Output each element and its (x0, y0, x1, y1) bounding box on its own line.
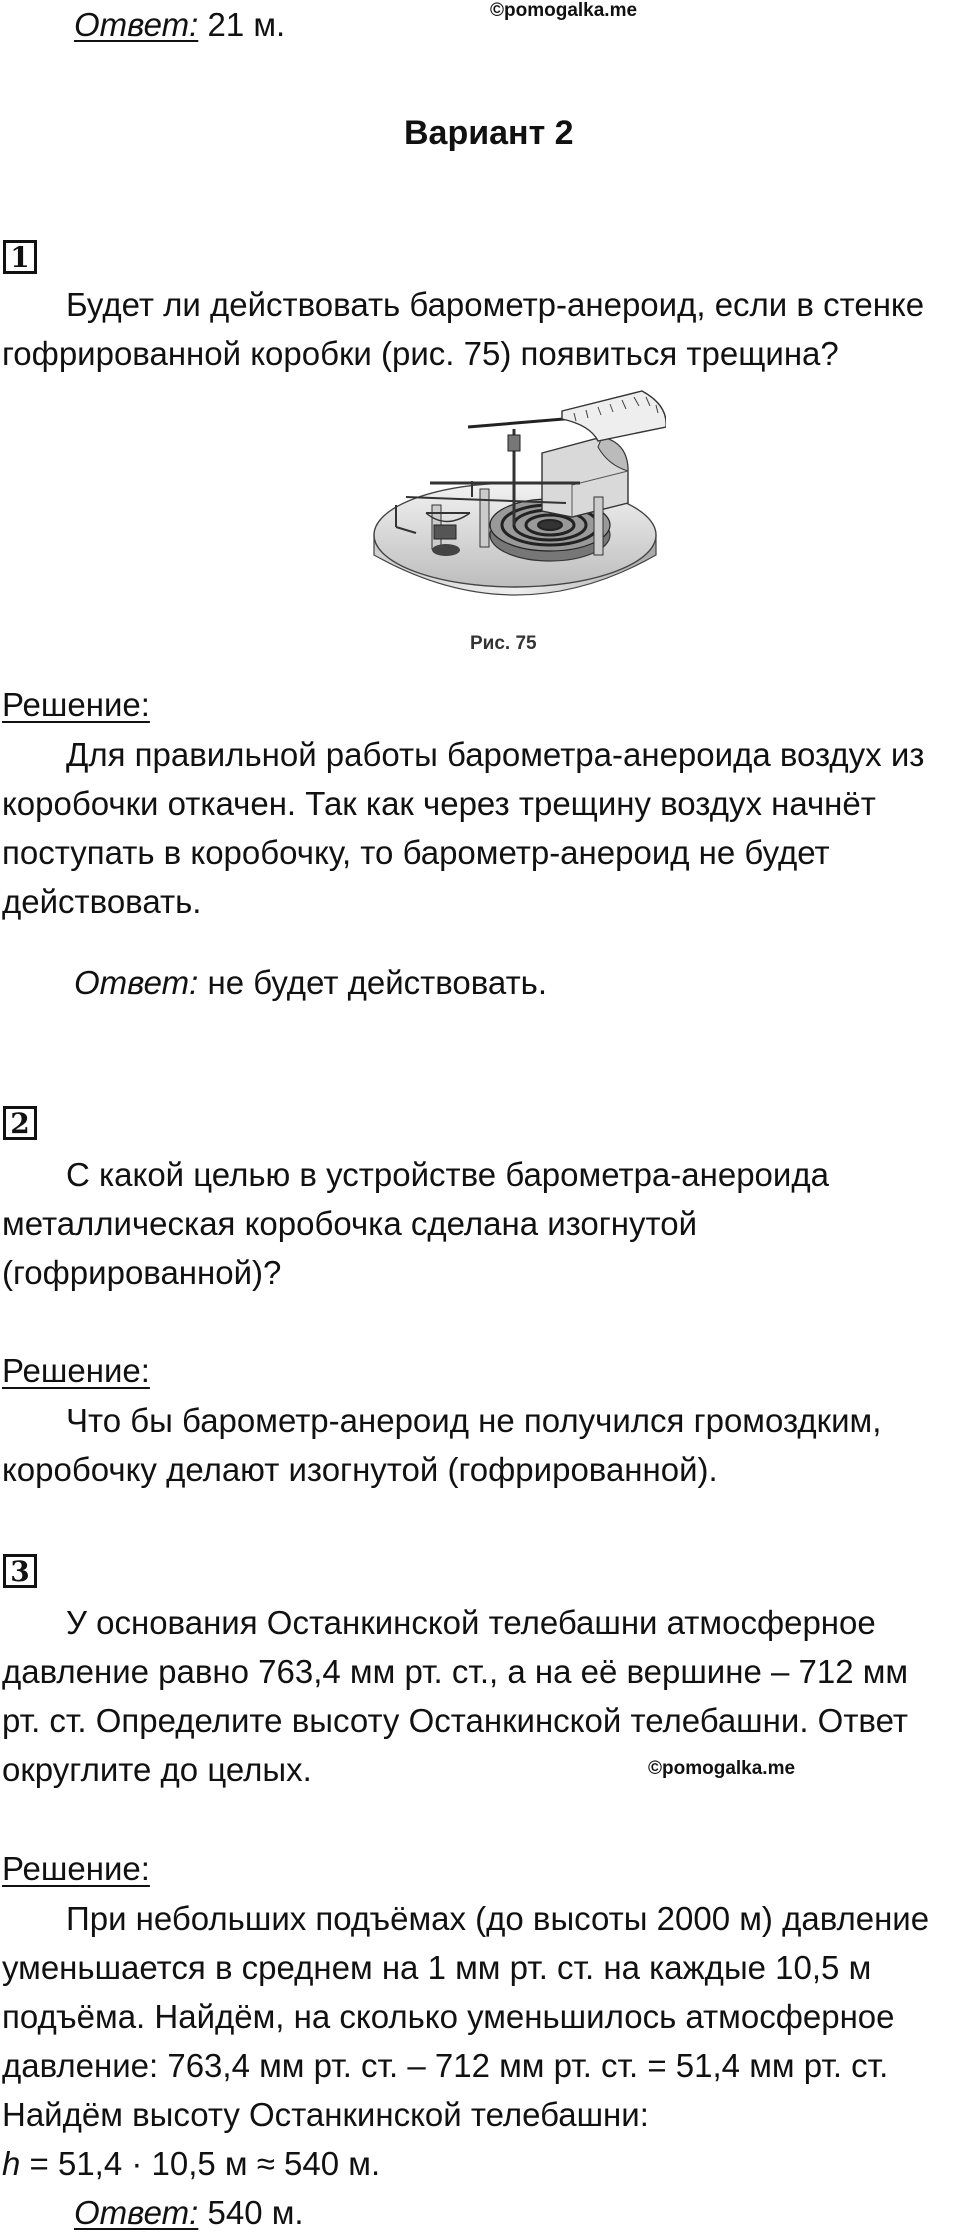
answer-value: 540 м. (207, 2194, 304, 2231)
figure-caption: Рис. 75 (470, 633, 537, 654)
watermark: ©pomogalka.me (490, 0, 638, 21)
task3-solution-line: При небольших подъёмах (до высоты 2000 м) давление (66, 1900, 930, 1937)
task1-question-line: гофрированной коробки (рис. 75) появиться трещина? (2, 335, 839, 372)
task-number-3: 3 (3, 1554, 37, 1588)
task3-solution-line: подъёма. Найдём, на сколько уменьшилось атмосферное (2, 1998, 895, 2035)
formula-variable: h (2, 2145, 21, 2182)
figure-75 (366, 385, 666, 657)
task1-answer (74, 958, 547, 1007)
task3-question-line: У основания Останкинской телебашни атмосферное (66, 1604, 876, 1641)
task1-solution-line: поступать в коробочку, то барометр-анероид не будет (2, 834, 830, 871)
answer-label: Ответ: (74, 964, 199, 1001)
task3-formula (2, 2139, 380, 2188)
task2-question-line: (гофрированной)? (2, 1254, 282, 1291)
solution-label: Решение: (2, 1352, 150, 1389)
solution-label: Решение: (2, 686, 150, 723)
task2-question-line: металлическая коробочка сделана изогнутой (2, 1205, 698, 1242)
answer-label: Ответ: (74, 2194, 199, 2231)
answer-value: не будет действовать. (207, 964, 548, 1001)
task1-question-line: Будет ли действовать барометр-анероид, если в стенке (66, 286, 925, 323)
variant-title: Вариант 2 (404, 114, 574, 152)
task3-solution-line: уменьшается в среднем на 1 мм рт. ст. на каждые 10,5 м (2, 1949, 872, 1986)
task3-solution-line: Найдём высоту Останкинской телебашни: (2, 2096, 649, 2133)
answer-label: Ответ: (74, 6, 199, 43)
task3-question-line: рт. ст. Определите высоту Останкинской телебашни. Ответ (2, 1702, 908, 1739)
solution-label: Решение: (2, 1850, 150, 1887)
task3-answer (74, 2188, 304, 2237)
task2-solution-line: Что бы барометр-анероид не получился громоздким, (66, 1402, 882, 1439)
task2-solution-line: коробочку делают изогнутой (гофрированной). (2, 1451, 718, 1488)
task3-question-line: давление равно 763,4 мм рт. ст., а на её вершине – 712 мм (2, 1653, 909, 1690)
aneroid-barometer-illustration (366, 385, 666, 625)
previous-answer (74, 0, 285, 49)
task3-solution-line: давление: 763,4 мм рт. ст. – 712 мм рт. ст. = 51,4 мм рт. ст. (2, 2047, 889, 2084)
task1-solution-line: действовать. (2, 883, 202, 920)
task-number-2: 2 (3, 1106, 37, 1140)
task2-question-line: С какой целью в устройстве барометра-анероида (66, 1156, 829, 1193)
formula-expression: = 51,4 · 10,5 м ≈ 540 м. (20, 2145, 381, 2182)
task3-question-line: округлите до целых. (2, 1751, 312, 1788)
task-number-1: 1 (3, 240, 37, 274)
task1-solution-line: Для правильной работы барометра-анероида воздух из (66, 736, 925, 773)
answer-value: 21 м. (207, 6, 286, 43)
watermark: ©pomogalka.me (648, 1758, 796, 1779)
task1-solution-line: коробочки откачен. Так как через трещину воздух начнёт (2, 785, 876, 822)
